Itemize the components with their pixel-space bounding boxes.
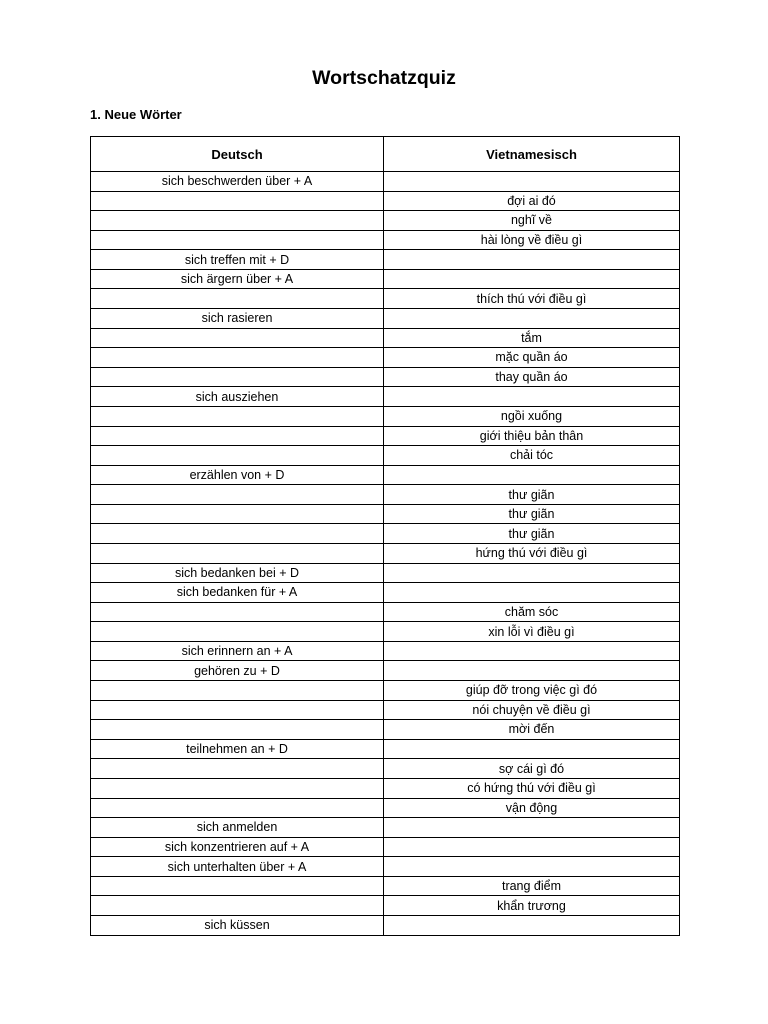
table-row bbox=[91, 739, 680, 759]
vocabulary-table-body bbox=[91, 172, 680, 936]
table-row bbox=[91, 387, 680, 407]
cell-deutsch bbox=[91, 328, 384, 348]
cell-deutsch bbox=[91, 504, 384, 524]
table-row bbox=[91, 759, 680, 779]
cell-vietnamesisch: vận động bbox=[384, 798, 680, 818]
cell-vietnamesisch bbox=[384, 583, 680, 603]
cell-vietnamesisch bbox=[384, 641, 680, 661]
cell-deutsch bbox=[91, 211, 384, 231]
cell-deutsch bbox=[91, 406, 384, 426]
table-row bbox=[91, 818, 680, 838]
table-row bbox=[91, 446, 680, 466]
cell-vietnamesisch: hài lòng về điều gì bbox=[384, 230, 680, 250]
cell-deutsch bbox=[91, 876, 384, 896]
cell-vietnamesisch bbox=[384, 739, 680, 759]
cell-deutsch bbox=[91, 426, 384, 446]
table-row bbox=[91, 837, 680, 857]
table-row bbox=[91, 524, 680, 544]
table-row bbox=[91, 191, 680, 211]
cell-vietnamesisch: xin lỗi vì điều gì bbox=[384, 622, 680, 642]
cell-deutsch: sich küssen bbox=[91, 915, 384, 935]
vocabulary-table bbox=[90, 136, 680, 936]
cell-vietnamesisch bbox=[384, 269, 680, 289]
cell-deutsch: sich bedanken für + A bbox=[91, 583, 384, 603]
cell-deutsch: sich rasieren bbox=[91, 309, 384, 329]
table-row bbox=[91, 681, 680, 701]
cell-vietnamesisch: thư giãn bbox=[384, 504, 680, 524]
cell-deutsch: sich anmelden bbox=[91, 818, 384, 838]
cell-deutsch: sich konzentrieren auf + A bbox=[91, 837, 384, 857]
table-row bbox=[91, 622, 680, 642]
table-row bbox=[91, 543, 680, 563]
cell-vietnamesisch: chăm sóc bbox=[384, 602, 680, 622]
cell-deutsch bbox=[91, 367, 384, 387]
cell-deutsch bbox=[91, 191, 384, 211]
cell-vietnamesisch: trang điểm bbox=[384, 876, 680, 896]
table-row bbox=[91, 602, 680, 622]
cell-deutsch bbox=[91, 700, 384, 720]
cell-vietnamesisch: thư giãn bbox=[384, 524, 680, 544]
cell-deutsch bbox=[91, 759, 384, 779]
cell-vietnamesisch bbox=[384, 465, 680, 485]
cell-vietnamesisch: nghĩ về bbox=[384, 211, 680, 231]
table-row bbox=[91, 309, 680, 329]
table-row bbox=[91, 915, 680, 935]
cell-deutsch: teilnehmen an + D bbox=[91, 739, 384, 759]
cell-deutsch bbox=[91, 524, 384, 544]
table-row bbox=[91, 269, 680, 289]
cell-deutsch bbox=[91, 485, 384, 505]
cell-vietnamesisch: chải tóc bbox=[384, 446, 680, 466]
cell-deutsch: sich bedanken bei + D bbox=[91, 563, 384, 583]
table-row bbox=[91, 563, 680, 583]
cell-deutsch: gehören zu + D bbox=[91, 661, 384, 681]
cell-vietnamesisch: đợi ai đó bbox=[384, 191, 680, 211]
cell-vietnamesisch: mặc quần áo bbox=[384, 348, 680, 368]
cell-deutsch bbox=[91, 798, 384, 818]
table-row bbox=[91, 700, 680, 720]
column-header-deutsch: Deutsch bbox=[91, 137, 384, 172]
cell-vietnamesisch: khẩn trương bbox=[384, 896, 680, 916]
cell-vietnamesisch bbox=[384, 661, 680, 681]
cell-vietnamesisch: tắm bbox=[384, 328, 680, 348]
cell-deutsch: erzählen von + D bbox=[91, 465, 384, 485]
column-header-vietnamesisch: Vietnamesisch bbox=[384, 137, 680, 172]
cell-deutsch bbox=[91, 602, 384, 622]
cell-deutsch bbox=[91, 720, 384, 740]
cell-vietnamesisch: mời đến bbox=[384, 720, 680, 740]
cell-deutsch bbox=[91, 896, 384, 916]
table-row bbox=[91, 583, 680, 603]
cell-vietnamesisch bbox=[384, 915, 680, 935]
table-row bbox=[91, 465, 680, 485]
cell-vietnamesisch bbox=[384, 309, 680, 329]
cell-vietnamesisch bbox=[384, 250, 680, 270]
table-row bbox=[91, 426, 680, 446]
cell-vietnamesisch: giúp đỡ trong việc gì đó bbox=[384, 681, 680, 701]
table-row bbox=[91, 720, 680, 740]
table-row bbox=[91, 328, 680, 348]
table-row bbox=[91, 641, 680, 661]
cell-deutsch: sich treffen mit + D bbox=[91, 250, 384, 270]
table-row bbox=[91, 876, 680, 896]
cell-vietnamesisch bbox=[384, 818, 680, 838]
table-row bbox=[91, 896, 680, 916]
table-row bbox=[91, 348, 680, 368]
cell-vietnamesisch bbox=[384, 172, 680, 192]
table-row bbox=[91, 172, 680, 192]
cell-vietnamesisch bbox=[384, 857, 680, 877]
cell-deutsch: sich ausziehen bbox=[91, 387, 384, 407]
cell-deutsch bbox=[91, 778, 384, 798]
cell-vietnamesisch: có hứng thú với điều gì bbox=[384, 778, 680, 798]
cell-deutsch: sich erinnern an + A bbox=[91, 641, 384, 661]
cell-vietnamesisch bbox=[384, 387, 680, 407]
table-row bbox=[91, 250, 680, 270]
cell-deutsch bbox=[91, 543, 384, 563]
cell-deutsch bbox=[91, 230, 384, 250]
cell-deutsch: sich unterhalten über + A bbox=[91, 857, 384, 877]
table-row bbox=[91, 406, 680, 426]
table-row bbox=[91, 778, 680, 798]
table-row bbox=[91, 230, 680, 250]
table-row bbox=[91, 289, 680, 309]
cell-vietnamesisch: thích thú với điều gì bbox=[384, 289, 680, 309]
cell-vietnamesisch: giới thiệu bản thân bbox=[384, 426, 680, 446]
table-row bbox=[91, 798, 680, 818]
cell-vietnamesisch: ngồi xuống bbox=[384, 406, 680, 426]
cell-deutsch: sich ärgern über + A bbox=[91, 269, 384, 289]
cell-deutsch bbox=[91, 622, 384, 642]
cell-vietnamesisch: thay quần áo bbox=[384, 367, 680, 387]
table-header-row bbox=[91, 137, 680, 172]
cell-deutsch bbox=[91, 289, 384, 309]
cell-deutsch: sich beschwerden über + A bbox=[91, 172, 384, 192]
cell-deutsch bbox=[91, 348, 384, 368]
table-row bbox=[91, 211, 680, 231]
cell-deutsch bbox=[91, 681, 384, 701]
cell-vietnamesisch bbox=[384, 563, 680, 583]
table-row bbox=[91, 504, 680, 524]
table-row bbox=[91, 367, 680, 387]
page-title: Wortschatzquiz bbox=[312, 67, 456, 89]
table-row bbox=[91, 857, 680, 877]
table-row bbox=[91, 485, 680, 505]
cell-vietnamesisch: hứng thú với điều gì bbox=[384, 543, 680, 563]
cell-vietnamesisch: sợ cái gì đó bbox=[384, 759, 680, 779]
cell-deutsch bbox=[91, 446, 384, 466]
cell-vietnamesisch: nói chuyện về điều gì bbox=[384, 700, 680, 720]
section-heading: 1. Neue Wörter bbox=[90, 107, 182, 122]
cell-vietnamesisch: thư giãn bbox=[384, 485, 680, 505]
cell-vietnamesisch bbox=[384, 837, 680, 857]
table-row bbox=[91, 661, 680, 681]
